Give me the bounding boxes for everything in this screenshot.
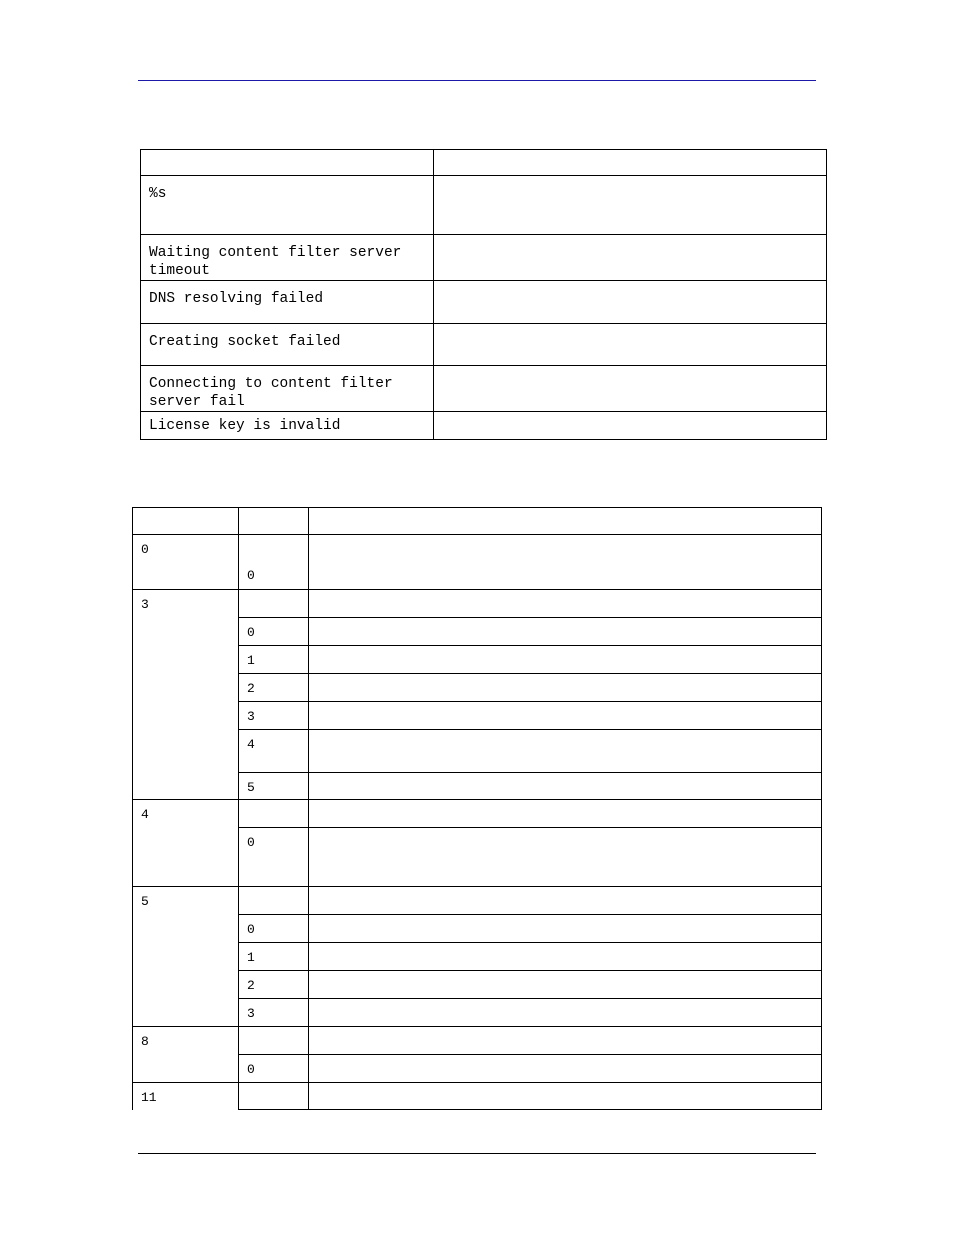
description-cell xyxy=(309,828,822,887)
code-cell: 3 xyxy=(239,702,309,730)
description-cell xyxy=(309,800,822,828)
description-cell xyxy=(309,590,822,618)
code-cell: 2 xyxy=(239,674,309,702)
message-cell: Waiting content filter server timeout xyxy=(141,235,434,281)
description-cell xyxy=(434,235,827,281)
header-cell-category xyxy=(133,508,239,535)
code-cell: 0 xyxy=(239,1055,309,1083)
code-cell: 0 xyxy=(239,915,309,943)
message-cell: Creating socket failed xyxy=(141,324,434,366)
table-header-row xyxy=(133,508,822,535)
description-cell xyxy=(309,999,822,1027)
table-row xyxy=(141,412,827,440)
description-cell xyxy=(434,281,827,324)
description-cell xyxy=(434,412,827,440)
header-cell-code xyxy=(239,508,309,535)
description-cell xyxy=(309,674,822,702)
code-cell: 0 xyxy=(239,828,309,887)
code-cell: 2 xyxy=(239,971,309,999)
header-cell-description xyxy=(434,150,827,176)
message-cell: License key is invalid xyxy=(141,412,434,440)
table-row xyxy=(133,1027,822,1055)
table-row xyxy=(141,235,827,281)
code-cell: 3 xyxy=(239,999,309,1027)
header-rule xyxy=(138,80,816,81)
message-cell: Connecting to content filter server fail xyxy=(141,366,434,412)
description-cell xyxy=(309,971,822,999)
table-row xyxy=(133,590,822,618)
code-cell: 5 xyxy=(239,773,309,800)
table-row xyxy=(141,281,827,324)
code-cell xyxy=(239,1083,309,1110)
table-row xyxy=(133,887,822,915)
table-row xyxy=(141,366,827,412)
description-cell xyxy=(309,887,822,915)
table-row xyxy=(141,324,827,366)
description-cell xyxy=(309,618,822,646)
category-cell: 8 xyxy=(133,1027,239,1083)
code-cell: 1 xyxy=(239,943,309,971)
code-cell xyxy=(239,887,309,915)
category-cell: 11 xyxy=(133,1083,239,1110)
description-cell xyxy=(309,1027,822,1055)
code-cell: 1 xyxy=(239,646,309,674)
message-cell: %s xyxy=(141,176,434,235)
code-cell: 4 xyxy=(239,730,309,773)
code-cell xyxy=(239,1027,309,1055)
category-cell: 4 xyxy=(133,800,239,887)
log-message-table xyxy=(140,149,827,440)
description-cell xyxy=(309,702,822,730)
description-cell xyxy=(309,773,822,800)
message-cell: DNS resolving failed xyxy=(141,281,434,324)
description-cell xyxy=(309,1083,822,1110)
description-cell xyxy=(434,366,827,412)
code-cell xyxy=(239,800,309,828)
code-cell: 0 xyxy=(239,535,309,590)
category-cell: 0 xyxy=(133,535,239,590)
header-cell-message xyxy=(141,150,434,176)
header-cell-description xyxy=(309,508,822,535)
description-cell xyxy=(309,646,822,674)
description-cell xyxy=(309,1055,822,1083)
table-row xyxy=(141,176,827,235)
description-cell xyxy=(309,943,822,971)
description-cell xyxy=(434,176,827,235)
table-row xyxy=(133,1083,822,1110)
code-cell xyxy=(239,590,309,618)
description-cell xyxy=(434,324,827,366)
table-header-row xyxy=(141,150,827,176)
table-row xyxy=(133,535,822,590)
description-cell xyxy=(309,915,822,943)
footer-rule xyxy=(138,1153,816,1154)
code-cell: 0 xyxy=(239,618,309,646)
description-cell xyxy=(309,535,822,590)
table-row xyxy=(133,800,822,828)
category-code-table xyxy=(132,507,822,1110)
category-cell: 3 xyxy=(133,590,239,800)
description-cell xyxy=(309,730,822,773)
category-cell: 5 xyxy=(133,887,239,1027)
